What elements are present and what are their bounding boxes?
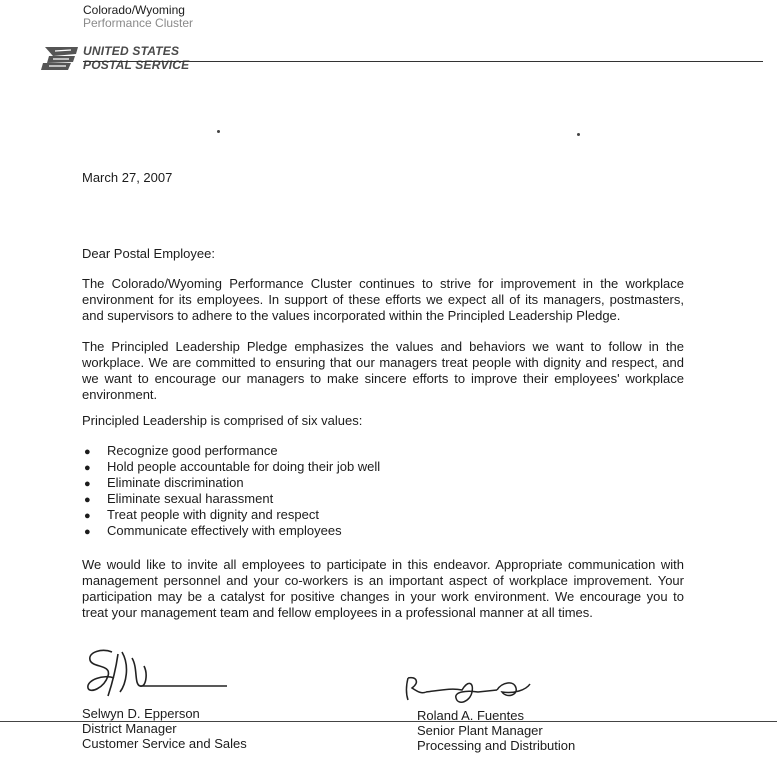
paragraph-4: We would like to invite all employees to participate in this endeavor. Appropriate communication with management personnel and your co-workers is an important aspect of workplace improvement. Your participation may be a catalyst for positive changes in your work environment. We encourage you to treat your management team and fellow employees in a professional manner at all times.: [82, 557, 684, 620]
paragraph-3: Principled Leadership is comprised of six values:: [82, 413, 363, 428]
values-list: [82, 443, 380, 539]
header-rule: [83, 61, 763, 62]
list-item: ● Hold people accountable for doing their job well: [84, 459, 381, 474]
bullet-icon: ●: [84, 510, 91, 522]
usps-logo-text: [83, 44, 189, 72]
cluster-name: [83, 4, 193, 30]
bullet-icon: ●: [84, 494, 91, 506]
letter-date: March 27, 2007: [82, 170, 173, 185]
bullet-icon: ●: [84, 446, 91, 458]
signature-left: [82, 644, 232, 704]
scan-speck: [217, 130, 220, 133]
eagle-icon: [41, 45, 79, 71]
footer-rule: [0, 721, 777, 722]
scan-speck: [577, 133, 580, 136]
cluster-line-2: Performance Cluster: [83, 16, 194, 30]
bullet-icon: ●: [84, 478, 91, 490]
signer-right-department: Processing and Distribution: [417, 738, 576, 753]
signer-right-title: Senior Plant Manager: [417, 723, 543, 738]
bullet-icon: ●: [84, 462, 91, 474]
signer-left-title: District Manager: [82, 721, 177, 736]
signer-left: [82, 706, 247, 751]
list-item: ● Eliminate discrimination: [84, 475, 244, 490]
paragraph-1: The Colorado/Wyoming Performance Cluster continues to strive for improvement in the workplace environment for its employees. In support of these efforts we expect all of its managers, postmasters, and supervisors to adhere to the values incorporated within the Principled Leadership Pledge.: [82, 276, 684, 323]
signer-left-name: Selwyn D. Epperson: [82, 706, 200, 721]
signer-right: [417, 708, 575, 753]
signer-left-department: Customer Service and Sales: [82, 736, 247, 751]
list-item: ● Eliminate sexual harassment: [84, 491, 274, 506]
letter-greeting: Dear Postal Employee:: [82, 246, 215, 261]
list-item: ● Recognize good performance: [84, 443, 278, 458]
cluster-line-1: Colorado/Wyoming: [83, 3, 185, 17]
signature-right: [402, 672, 537, 712]
logo-line-2: POSTAL SERVICE: [83, 58, 190, 72]
signer-right-name: Roland A. Fuentes: [417, 708, 524, 723]
paragraph-2: The Principled Leadership Pledge emphasizes the values and behaviors we want to follow in the workplace. We are committed to ensuring that our managers treat people with dignity and respect, and we want to encourage our managers to make sincere efforts to improve their employees' workplace environment.: [82, 339, 684, 402]
list-item: ● Treat people with dignity and respect: [84, 507, 319, 522]
bullet-icon: ●: [84, 526, 91, 538]
logo-line-1: UNITED STATES: [83, 44, 180, 58]
list-item: ● Communicate effectively with employees: [84, 523, 342, 538]
